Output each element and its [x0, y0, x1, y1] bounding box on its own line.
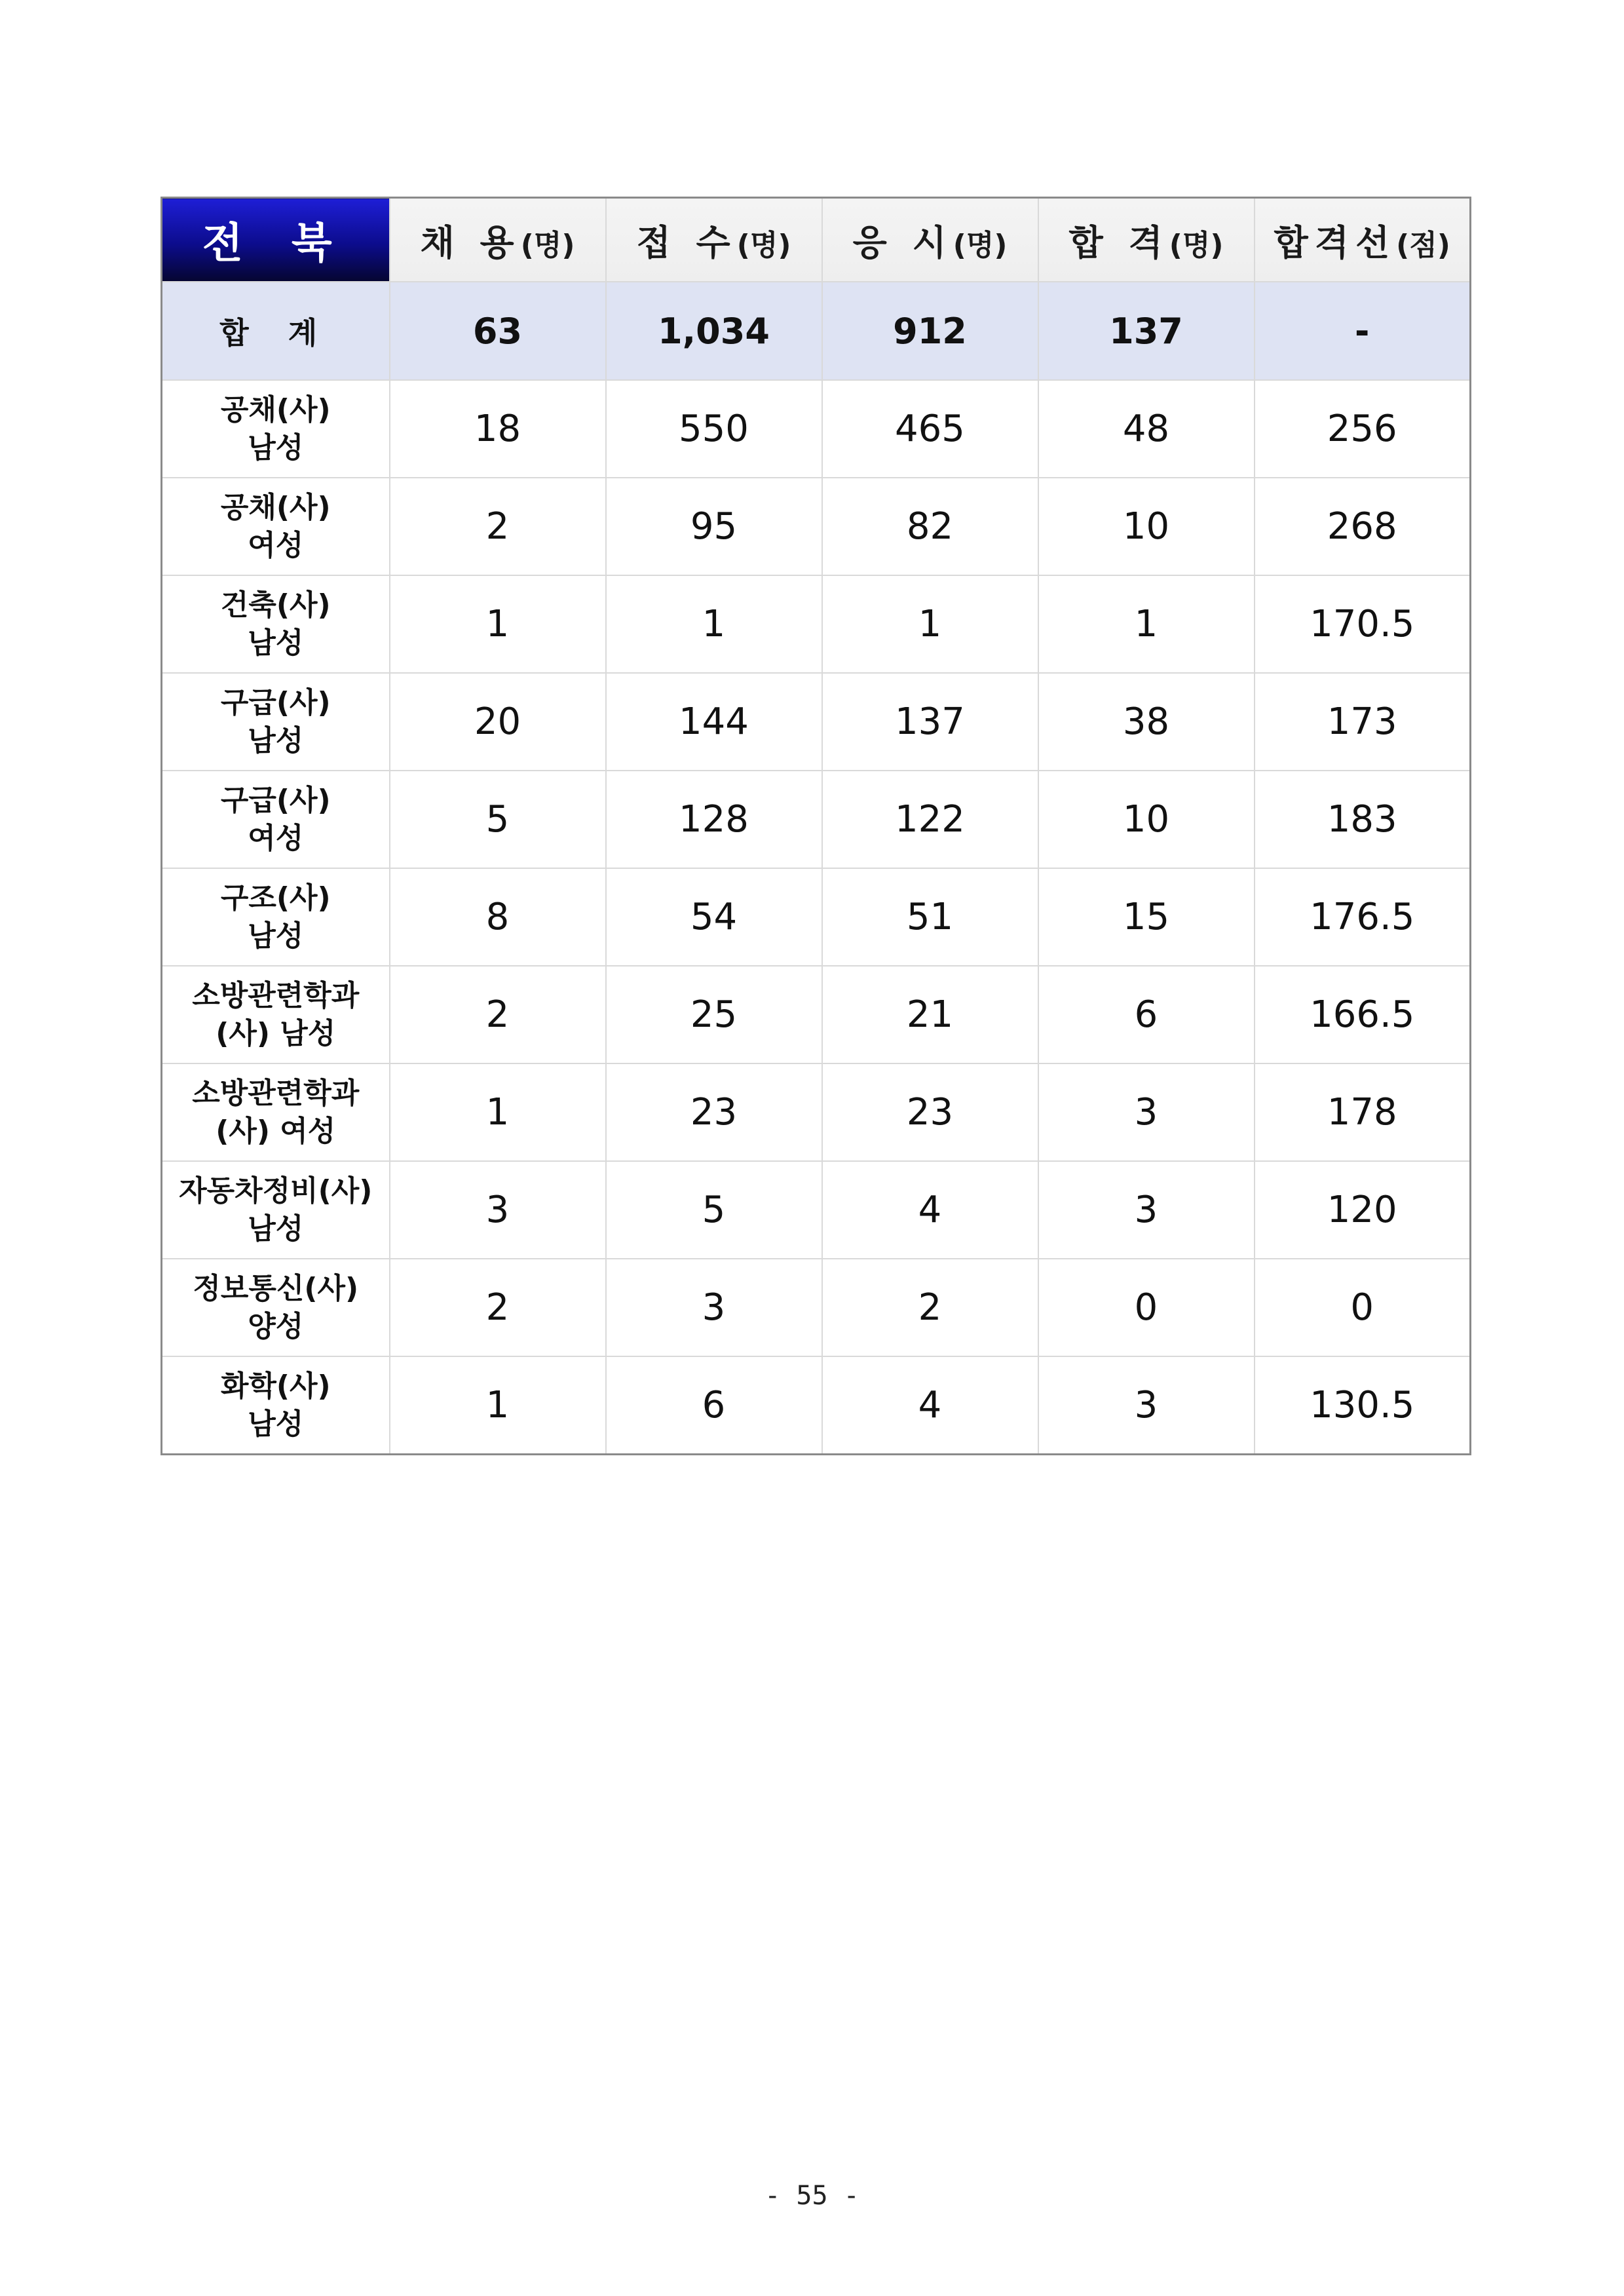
cell-tested: 23 — [822, 1063, 1038, 1161]
cell-passed: 10 — [1038, 478, 1255, 575]
row-label-line: 구조(사) — [220, 881, 331, 915]
cell-passed: 38 — [1038, 673, 1255, 771]
row-label — [162, 966, 390, 1063]
region-header: 전 북 — [162, 198, 390, 282]
total-cell-cutoff: - — [1255, 282, 1471, 380]
table-row — [162, 966, 1471, 1063]
cell-applied: 6 — [606, 1356, 822, 1455]
table-row — [162, 1356, 1471, 1455]
row-label-line: 남성 — [248, 430, 304, 465]
table-row — [162, 868, 1471, 966]
row-label-line: 남성 — [248, 1407, 304, 1441]
recruitment-results-table — [161, 197, 1471, 1455]
cell-applied: 95 — [606, 478, 822, 575]
cell-hired: 2 — [390, 966, 606, 1063]
cell-cutoff: 176.5 — [1255, 868, 1471, 966]
cell-tested: 1 — [822, 575, 1038, 673]
cell-cutoff: 120 — [1255, 1161, 1471, 1259]
table-row — [162, 771, 1471, 868]
cell-passed: 3 — [1038, 1063, 1255, 1161]
cell-applied: 1 — [606, 575, 822, 673]
row-label — [162, 380, 390, 478]
cell-hired: 1 — [390, 1063, 606, 1161]
cell-tested: 21 — [822, 966, 1038, 1063]
cell-hired: 5 — [390, 771, 606, 868]
row-label — [162, 575, 390, 673]
total-cell-hired: 63 — [390, 282, 606, 380]
row-label-line: 구급(사) — [220, 783, 331, 817]
cell-cutoff: 268 — [1255, 478, 1471, 575]
row-label — [162, 1063, 390, 1161]
cell-passed: 0 — [1038, 1259, 1255, 1356]
cell-tested: 51 — [822, 868, 1038, 966]
cell-tested: 137 — [822, 673, 1038, 771]
cell-tested: 2 — [822, 1259, 1038, 1356]
cell-cutoff: 170.5 — [1255, 575, 1471, 673]
total-row-label: 합 계 — [162, 282, 390, 380]
cell-hired: 8 — [390, 868, 606, 966]
row-label-line: (사) 여성 — [216, 1114, 336, 1148]
cell-tested: 465 — [822, 380, 1038, 478]
cell-hired: 1 — [390, 1356, 606, 1455]
table-row — [162, 1161, 1471, 1259]
row-label-line: 자동차정비(사) — [179, 1174, 373, 1208]
table-row — [162, 673, 1471, 771]
page-number: - 55 - — [765, 2181, 859, 2211]
cell-applied: 144 — [606, 673, 822, 771]
row-label-line: 여성 — [248, 528, 304, 562]
cell-tested: 4 — [822, 1161, 1038, 1259]
row-label-line: 남성 — [248, 1212, 304, 1246]
row-label — [162, 1259, 390, 1356]
cell-cutoff: 0 — [1255, 1259, 1471, 1356]
row-label-line: (사) 남성 — [216, 1016, 336, 1050]
cell-passed: 1 — [1038, 575, 1255, 673]
row-label-line: 공채(사) — [220, 490, 331, 524]
row-label-line: 여성 — [248, 821, 304, 855]
row-label-line: 소방관련학과 — [192, 1076, 360, 1110]
cell-cutoff: 183 — [1255, 771, 1471, 868]
table-row — [162, 1259, 1471, 1356]
row-label-line: 건축(사) — [220, 588, 331, 622]
cell-hired: 1 — [390, 575, 606, 673]
cell-tested: 122 — [822, 771, 1038, 868]
column-header-passed: 합 격(명) — [1038, 198, 1255, 282]
row-label — [162, 1356, 390, 1455]
cell-passed: 15 — [1038, 868, 1255, 966]
cell-passed: 6 — [1038, 966, 1255, 1063]
cell-passed: 48 — [1038, 380, 1255, 478]
row-label-line: 소방관련학과 — [192, 978, 360, 1012]
cell-hired: 2 — [390, 1259, 606, 1356]
row-label — [162, 478, 390, 575]
cell-tested: 4 — [822, 1356, 1038, 1455]
cell-tested: 82 — [822, 478, 1038, 575]
cell-cutoff: 178 — [1255, 1063, 1471, 1161]
row-label-line: 화학(사) — [220, 1369, 331, 1403]
column-header-tested: 응 시(명) — [822, 198, 1038, 282]
table-row — [162, 1063, 1471, 1161]
column-header-cutoff: 합격선(점) — [1255, 198, 1471, 282]
cell-passed: 3 — [1038, 1161, 1255, 1259]
row-label-line: 구급(사) — [220, 685, 331, 719]
cell-applied: 54 — [606, 868, 822, 966]
cell-applied: 550 — [606, 380, 822, 478]
total-cell-passed: 137 — [1038, 282, 1255, 380]
row-label — [162, 1161, 390, 1259]
row-label-line: 남성 — [248, 723, 304, 757]
cell-hired: 20 — [390, 673, 606, 771]
total-cell-tested: 912 — [822, 282, 1038, 380]
table-row — [162, 478, 1471, 575]
table-header-row — [162, 198, 1471, 282]
column-header-applied: 접 수(명) — [606, 198, 822, 282]
cell-applied: 3 — [606, 1259, 822, 1356]
cell-applied: 128 — [606, 771, 822, 868]
row-label — [162, 868, 390, 966]
cell-applied: 25 — [606, 966, 822, 1063]
total-cell-applied: 1,034 — [606, 282, 822, 380]
cell-passed: 3 — [1038, 1356, 1255, 1455]
row-label-line: 공채(사) — [220, 392, 331, 427]
row-label-line: 양성 — [248, 1309, 304, 1343]
cell-cutoff: 166.5 — [1255, 966, 1471, 1063]
row-label-line: 정보통신(사) — [193, 1271, 359, 1305]
cell-cutoff: 256 — [1255, 380, 1471, 478]
row-label — [162, 673, 390, 771]
cell-hired: 2 — [390, 478, 606, 575]
table-row — [162, 575, 1471, 673]
cell-hired: 3 — [390, 1161, 606, 1259]
cell-cutoff: 173 — [1255, 673, 1471, 771]
table-row — [162, 380, 1471, 478]
row-label — [162, 771, 390, 868]
cell-hired: 18 — [390, 380, 606, 478]
cell-applied: 23 — [606, 1063, 822, 1161]
row-label-line: 남성 — [248, 919, 304, 953]
row-label-line: 남성 — [248, 626, 304, 660]
column-header-hired: 채 용(명) — [390, 198, 606, 282]
cell-applied: 5 — [606, 1161, 822, 1259]
total-row — [162, 282, 1471, 380]
cell-cutoff: 130.5 — [1255, 1356, 1471, 1455]
cell-passed: 10 — [1038, 771, 1255, 868]
